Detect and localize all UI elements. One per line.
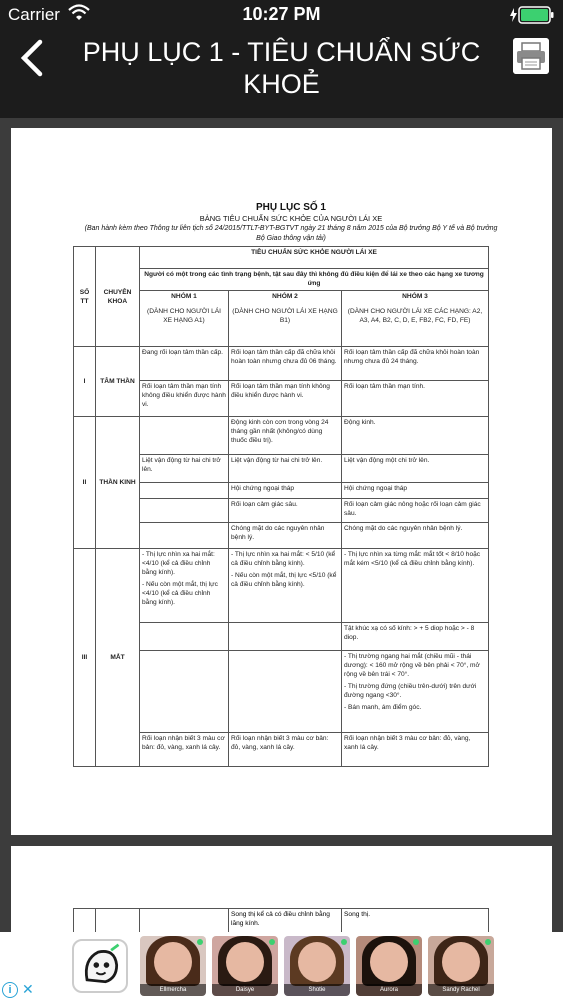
group-1-desc: (DÀNH CHO NGƯỜI LÁI XE HẠNG A1) <box>147 308 221 324</box>
header-group-2 <box>229 291 342 347</box>
group-2-desc: (DÀNH CHO NGƯỜI LÁI XE HẠNG B1) <box>232 308 338 324</box>
group-3-desc: (DÀNH CHO NGƯỜI LÁI XE CÁC HẠNG: A2, A3, A4, B2, C, D, E, FB2, FC, FD, FE) <box>347 308 483 324</box>
carrier-label: Carrier <box>8 5 60 24</box>
ad-thumbnail[interactable] <box>428 936 494 996</box>
thumbnail-face <box>298 942 336 982</box>
navigation-bar <box>0 30 563 118</box>
printer-icon[interactable] <box>513 38 549 74</box>
table-cell: - Thị lực nhìn xa từng mắt: mắt tốt < 8/10 hoặc mắt kém <5/10 (kể cả điều chỉnh bằng kính). <box>342 549 489 623</box>
ad-thumbnail[interactable] <box>356 936 422 996</box>
table-cell <box>140 651 229 733</box>
status-time: 10:27 PM <box>242 4 321 24</box>
table-cell: Song thị. <box>342 909 489 933</box>
table-cell: Rối loạn nhận biết 3 màu cơ bản: đỏ, vàng, xanh lá cây. <box>342 733 489 767</box>
document-header <box>81 202 501 244</box>
table-cell <box>140 909 229 933</box>
thumbnail-caption: Sandy Rachel <box>428 984 494 996</box>
page-title: PHỤ LỤC 1 - TIÊU CHUẨN SỨC KHOẺ <box>82 37 481 99</box>
thumbnail-face <box>442 942 480 982</box>
table-cell: Rối loạn tâm thần mạn tính không điều khiển được hành vi. <box>229 381 342 417</box>
online-dot-icon <box>341 939 347 945</box>
section-3-name: MẮT <box>96 549 140 767</box>
section-1-no: I <box>74 347 96 417</box>
table-cell: Liệt vận động từ hai chi trở lên. <box>140 455 229 483</box>
table-cell: Liệt vận động từ hai chi trở lên. <box>229 455 342 483</box>
header-condition: Người có một trong các tình trạng bệnh, tật sau đây thì không đủ điều kiện để lái xe theo các hạng xe tương ứng <box>140 269 489 291</box>
cell-line: - Nếu còn một mắt, thị lực <4/10 (kể cả điều chỉnh bằng kính). <box>142 581 218 606</box>
online-dot-icon <box>485 939 491 945</box>
online-dot-icon <box>413 939 419 945</box>
table-cell <box>342 651 489 733</box>
group-1-label: NHÓM 1 <box>171 293 197 300</box>
section-1-name: TÂM THẦN <box>96 347 140 417</box>
group-2-label: NHÓM 2 <box>272 293 298 300</box>
document-page-1 <box>11 128 552 835</box>
chevron-left-icon[interactable] <box>18 38 48 78</box>
table-cell <box>229 549 342 623</box>
header-no: SỐ TT <box>74 247 96 347</box>
table-cell <box>229 623 342 651</box>
thumbnail-caption: Aurora <box>356 984 422 996</box>
table-cell: Rối loạn nhận biết 3 màu cơ bản: đỏ, vàng, xanh lá cây. <box>140 733 229 767</box>
table-cell: Hội chứng ngoại tháp <box>342 483 489 499</box>
header-standard: TIÊU CHUẨN SỨC KHỎE NGƯỜI LÁI XE <box>140 247 489 269</box>
cell-line: - Thị lực nhìn xa hai mắt: < 5/10 (kể cả điều chỉnh bằng kính). <box>231 551 336 567</box>
document-page-2 <box>11 846 552 932</box>
table-cell: Rối loạn tâm thần cấp đã chữa khỏi hoàn toàn nhưng chưa đủ 06 tháng. <box>229 347 342 381</box>
header-specialty: CHUYÊN KHOA <box>96 247 140 347</box>
table-cell: Liệt vận động một chi trở lên. <box>342 455 489 483</box>
table-cell: Chóng mặt do các nguyên nhân bệnh lý. <box>342 523 489 549</box>
cell-line: - Nếu còn một mắt, thị lực <5/10 (kể cả điều chỉnh bằng kính). <box>231 572 337 588</box>
table-cell: Rối loạn tâm thần mạn tính không điều khiển được hành vi. <box>140 381 229 417</box>
table-cell <box>140 483 229 499</box>
table-cell <box>140 623 229 651</box>
cell-line: - Bán manh, ám điểm góc. <box>344 704 422 711</box>
info-icon[interactable]: i <box>2 982 18 998</box>
document-title: PHỤ LỤC SỐ 1 <box>255 202 326 213</box>
online-dot-icon <box>197 939 203 945</box>
table-cell: Chóng mặt do các nguyên nhân bệnh lý. <box>229 523 342 549</box>
section-3-no: III <box>74 549 96 767</box>
table-cell: Song thị kể cả có điều chỉnh bằng lăng kính. <box>229 909 342 933</box>
ad-thumbnail[interactable] <box>212 936 278 996</box>
table-cell: Rối loạn cảm giác nông hoặc rối loạn cảm giác sâu. <box>342 499 489 523</box>
table-cell <box>140 549 229 623</box>
table-cell: Hội chứng ngoại tháp <box>229 483 342 499</box>
battery-icon <box>509 6 555 24</box>
table-cell: Động kinh. <box>342 417 489 455</box>
table-cell <box>140 417 229 455</box>
section-2-no: II <box>74 417 96 549</box>
cell-line: - Thị lực nhìn xa hai mắt: <4/10 (kể cả điều chỉnh bằng kính). <box>142 551 215 576</box>
table-cell: Rối loạn tâm thần cấp đã chữa khỏi hoàn toàn nhưng chưa đủ 24 tháng. <box>342 347 489 381</box>
table-cell <box>140 523 229 549</box>
app-logo-icon[interactable] <box>72 939 128 993</box>
document-note: (Ban hành kèm theo Thông tư liên tịch số 24/2015/TTLT-BYT-BGTVT ngày 21 tháng 8 năm 2015 của Bộ trưởng Bộ Y tế và Bộ trưởng Bộ Giao thông vận tải) <box>84 225 498 242</box>
header-group-3 <box>342 291 489 347</box>
table-cell <box>96 909 140 933</box>
thumbnail-caption: Ellmercha <box>140 984 206 996</box>
health-standard-table <box>73 246 489 767</box>
header-group-1 <box>140 291 229 347</box>
ad-thumbnail[interactable] <box>284 936 350 996</box>
thumbnail-face <box>226 942 264 982</box>
table-cell <box>74 909 96 933</box>
cell-line: - Thị trường ngang hai mắt (chiều mũi - thái dương): < 160 mở rộng về bên phải < 70°, mở rộng về bên trái < 70°. <box>344 653 480 678</box>
table-cell <box>229 651 342 733</box>
thumbnail-caption: Shotie <box>284 984 350 996</box>
document-subtitle: BẢNG TIÊU CHUẨN SỨC KHỎE CỦA NGƯỜI LÁI XE <box>199 214 383 223</box>
table-cell: Động kinh còn cơn trong vòng 24 tháng gần nhất (không/có dùng thuốc điều trị). <box>229 417 342 455</box>
table-cell <box>140 499 229 523</box>
document-viewer[interactable] <box>0 118 563 932</box>
table-cell: Rối loạn cảm giác sâu. <box>229 499 342 523</box>
group-3-label: NHÓM 3 <box>402 293 428 300</box>
table-cell: Đang rối loạn tâm thần cấp. <box>140 347 229 381</box>
health-standard-table-continued <box>73 908 489 932</box>
ad-banner[interactable] <box>0 932 563 1000</box>
ad-thumbnail[interactable] <box>140 936 206 996</box>
cell-line: - Thị trường đứng (chiều trên-dưới) trên dưới đường ngang <30°. <box>344 683 477 699</box>
close-icon[interactable]: ✕ <box>22 981 34 997</box>
status-bar <box>0 0 563 30</box>
table-cell: Rối loạn tâm thần mạn tính. <box>342 381 489 417</box>
online-dot-icon <box>269 939 275 945</box>
thumbnail-face <box>154 942 192 982</box>
table-cell: Rối loạn nhận biết 3 màu cơ bản: đỏ, vàng, xanh lá cây. <box>229 733 342 767</box>
table-cell: Tật khúc xạ có số kính: > + 5 diop hoặc > - 8 diop. <box>342 623 489 651</box>
thumbnail-face <box>370 942 408 982</box>
section-2-name: THẦN KINH <box>96 417 140 549</box>
thumbnail-caption: Daisye <box>212 984 278 996</box>
